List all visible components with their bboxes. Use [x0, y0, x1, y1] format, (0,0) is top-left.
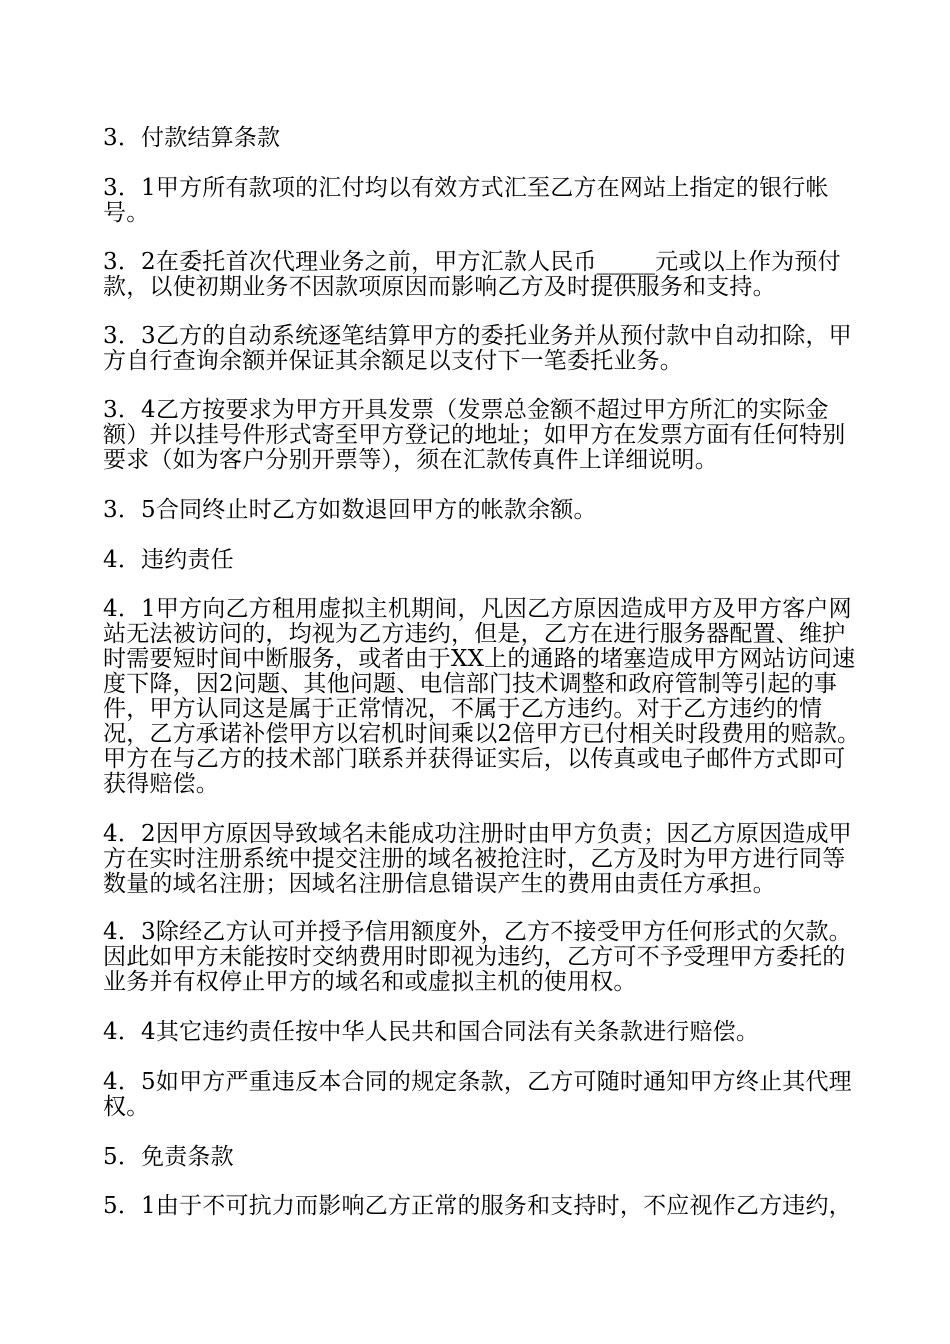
- section-4-heading: 4．违约责任: [103, 547, 234, 573]
- clause-4-5: 4．5如甲方严重违反本合同的规定条款，乙方可随时通知甲方终止其代理权。: [103, 1069, 852, 1120]
- clause-5-1: 5．1由于不可抗力而影响乙方正常的服务和支持时，不应视作乙方违约，: [103, 1193, 852, 1219]
- clause-3-3: 3．3乙方的自动系统逐笔结算甲方的委托业务并从预付款中自动扣除，甲方自行查询余额并保证其余额足以支付下一笔委托业务。: [103, 323, 852, 374]
- clause-4-3: 4．3除经乙方认可并授予信用额度外，乙方不接受甲方任何形式的欠款。因此如甲方未能按时交纳费用时即视为违约，乙方可不予受理甲方委托的业务并有权停止甲方的域名和或虚拟主机的使用权。: [103, 919, 852, 995]
- clause-3-5: 3．5合同终止时乙方如数退回甲方的帐款余额。: [103, 497, 597, 523]
- clause-3-4: 3．4乙方按要求为甲方开具发票（发票总金额不超过甲方所汇的实际金额）并以挂号件形式寄至甲方登记的地址；如甲方在发票方面有任何特别要求（如为客户分别开票等），须在汇款传真件上详细说明。: [103, 397, 846, 473]
- clause-4-2: 4．2因甲方原因导致域名未能成功注册时由甲方负责；因乙方原因造成甲方在实时注册系统中提交注册的域名被抢注时，乙方及时为甲方进行同等数量的域名注册；因域名注册信息错误产生的费用由责任方承担。: [103, 821, 852, 897]
- section-5-heading: 5．免责条款: [103, 1144, 234, 1170]
- clause-4-4: 4．4其它违约责任按中华人民共和国合同法有关条款进行赔偿。: [103, 1019, 760, 1045]
- section-3-heading: 3．付款结算条款: [103, 125, 281, 151]
- clause-3-1: 3．1甲方所有款项的汇付均以有效方式汇至乙方在网站上指定的银行帐号。: [103, 175, 829, 226]
- clause-3-2: 3．2在委托首次代理业务之前，甲方汇款人民币_____元或以上作为预付款，以使初期业务不因款项原因而影响乙方及时提供服务和支持。: [103, 249, 841, 300]
- clause-4-1: 4．1甲方向乙方租用虚拟主机期间，凡因乙方原因造成甲方及甲方客户网站无法被访问的，均视为乙方违约，但是，乙方在进行服务器配置、维护时需要短时间中断服务，或者由于XX上的通路的堵塞造成甲方网站访问速度下降，因2问题、其他问题、电信部门技术调整和政府管制等引起的事件，甲方认同这是属于正常情况，不属于乙方违约。对于乙方违约的情况，乙方承诺补偿甲方以宕机时间乘以2倍甲方已付相关时段费用的赔款。甲方在与乙方的技术部门联系并获得证实后，以传真或电子邮件方式即可获得赔偿。: [103, 596, 861, 797]
